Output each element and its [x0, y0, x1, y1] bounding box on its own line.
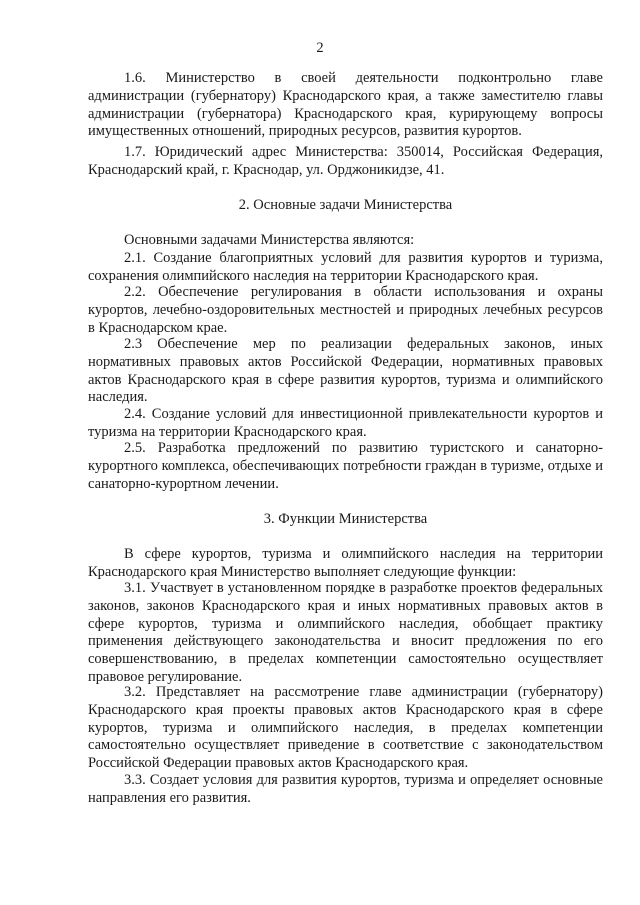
clause-2-5: 2.5. Разработка предложений по развитию туристского и санаторно-курортного комплекса, обеспечивающих потребности граждан в туризме, отдыхе и санаторно-курортном лечении.	[88, 440, 603, 492]
tasks-intro: Основными задачами Министерства являются:	[124, 232, 415, 248]
functions-intro: В сфере курортов, туризма и олимпийского наследия на территории Краснодарского края Министерство выполняет следующие функции:	[88, 546, 603, 580]
clause-2-1: 2.1. Создание благоприятных условий для развития курортов и туризма, сохранения олимпийского наследия на территории Краснодарского края.	[88, 250, 603, 284]
section-2-heading: 2. Основные задачи Министерства	[238, 197, 453, 213]
clause-3-2: 3.2. Представляет на рассмотрение главе администрации (губернатору) Краснодарского края проекты правовых актов Краснодарского края в сфере курортов, туризма и олимпийского наследия, в пределах компетенции самостоятельно осуществляет приведение в соответствие с законодательством Российской Федерации правовых актов Краснодарского края.	[88, 684, 603, 772]
clause-2-2: 2.2. Обеспечение регулирования в области использования и охраны курортов, лечебно-оздоровительных местностей и природных лечебных ресурсов в Краснодарском крае.	[88, 284, 603, 336]
clause-1-7: 1.7. Юридический адрес Министерства: 350014, Российская Федерация, Краснодарский край, г. Краснодар, ул. Орджоникидзе, 41.	[88, 144, 603, 178]
clause-2-3: 2.3 Обеспечение мер по реализации федеральных законов, иных нормативных правовых актов Российской Федерации, нормативных правовых актов Краснодарского края в сфере развития курортов, туризма и олимпийского наследия.	[88, 336, 603, 406]
clause-3-3: 3.3. Создает условия для развития курортов, туризма и определяет основные направления его развития.	[88, 772, 603, 806]
clause-2-4: 2.4. Создание условий для инвестиционной привлекательности курортов и туризма на территории Краснодарского края.	[88, 406, 603, 440]
clause-3-1: 3.1. Участвует в установленном порядке в разработке проектов федеральных законов, законов Краснодарского края и иных нормативных правовых актов в сфере курортов, туризма и олимпийского наследия, обобщает практику применения действующего законодательства и вносит предложения по его совершенствованию, в пределах компетенции самостоятельно осуществляет правовое регулирование.	[88, 580, 603, 685]
clause-1-6: 1.6. Министерство в своей деятельности подконтрольно главе администрации (губернатору) Краснодарского края, а также заместителю главы администрации (губернатора) Краснодарского края, курирующему вопросы имущественных отношений, природных ресурсов, развития курортов.	[88, 70, 603, 140]
page-number: 2	[316, 40, 324, 56]
section-3-heading: 3. Функции Министерства	[263, 511, 428, 527]
